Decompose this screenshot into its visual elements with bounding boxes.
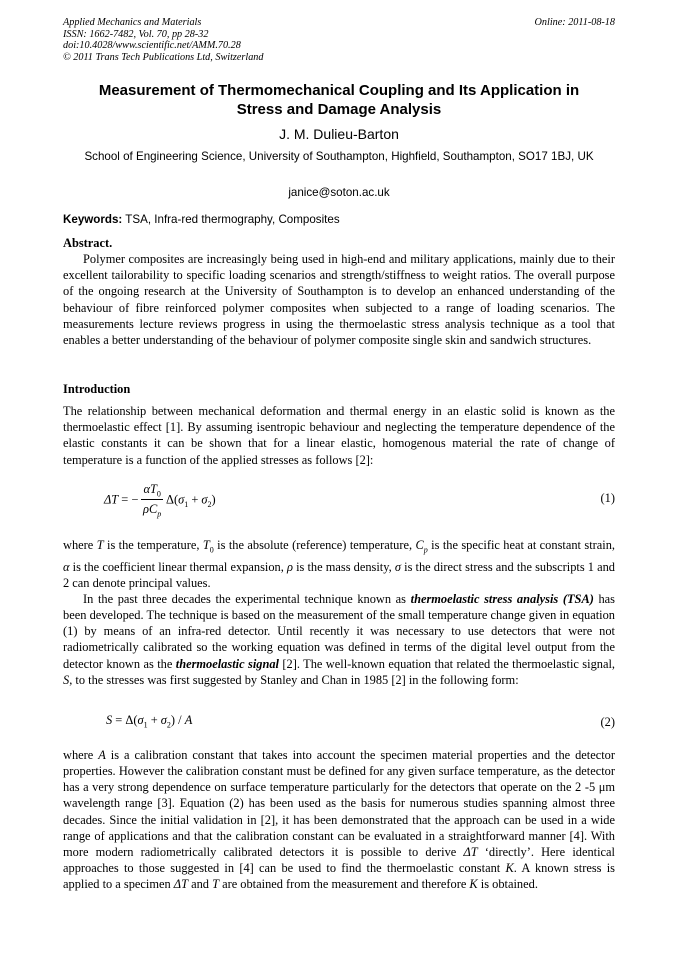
sym-k-2: K [469,877,478,892]
p3-text-d: , to the stresses was first suggested by Stanley and Chan in 1985 [2] in the following form: [69,672,519,687]
eq1-sigma-1: σ [178,492,185,507]
p2-text-a: where [63,538,97,552]
intro-paragraph-1: The relationship between mechanical deformation and thermal energy in an elastic solid is known as the thermoelastic effect [1]. By assuming isentropic behaviour and neglecting the temperature dependence of the elastic constants it can be shown that for a linear elastic, homogenous material the rate of change of temperature is a function of the applied stresses as follows [2]: [63,404,615,467]
p2-text-b: is the temperature, [103,538,203,552]
eq1-c: C [149,502,158,517]
eq1-rho: ρ [143,502,149,517]
sym-t: T [96,538,104,552]
abstract-section [63,235,615,348]
p2-text-c: is the absolute (reference) temperature, [213,538,416,552]
p4-text-g: is obtained. [477,877,538,892]
title-line-1: Measurement of Thermomechanical Coupling and Its Application in [98,82,580,99]
thermoelastic-signal-term: thermoelastic signal [175,656,279,671]
sym-rho: ρ [286,559,293,574]
eq1-sub-p: p [157,509,162,519]
p2-text-f: is the mass density, [292,559,395,574]
author-email[interactable]: janice@soton.ac.uk [288,186,390,199]
eq2-sigma-1: σ [137,713,144,727]
introduction-heading: Introduction [63,382,131,396]
abstract-text: Polymer composites are increasingly being used in high-end and military applications, mainly due to their excellent tailorability to specific loading scenarios and strength/stiffness to weight ratios. The overall purpose of the ongoing research at the University of Southampton is to develop an enhanced understanding of the behaviour of fibre reinforced polymer composites when subjected to a range of loading scenarios. The measurements lecture reviews progress in using the thermoelastic stress analysis technique as a tool that enables a better understanding of the behaviour of polymer composite single skin and sandwich structures. [63,252,615,347]
eq1-delta-t: ΔT [104,492,119,507]
eq2-s: S [106,713,113,727]
equation-2-number: (2) [600,715,615,729]
journal-name: Applied Mechanics and Materials [63,17,202,28]
sym-t0: T [202,538,210,552]
sym-k-1: K [505,861,514,876]
sym-sub-0: 0 [209,545,214,555]
doi-line[interactable]: doi:10.4028/www.scientific.net/AMM.70.28 [63,40,241,52]
paragraph-4 [63,747,615,892]
author-name: J. M. Dulieu-Barton [279,126,399,142]
equation-1-number: (1) [600,491,615,505]
affiliation: School of Engineering Science, University of Southampton, Highfield, Southampton, SO17 1BJ, UK [84,150,594,163]
keywords-label: Keywords: [63,213,123,226]
p4-text-b: is a calibration constant that takes into account the specimen material properties and the detector properties. However the calibration constant must be defined for any given surface temperature, as the detector has a very strong dependence on surface temperature particularly for the detectors that operate on the 2 -5 μm wavelength range [3]. Equation (2) has been used as the basis for numerous studies spanning almost three decades. Since the initial validation in [2], it has been demonstrated that the approach can be used in a wide range of applications and that the calibration constant can be evaluated in a straightforward manner [4]. With more modern radiometrically calibrated detectors it is possible to derive [63,748,615,859]
journal-header [63,17,263,63]
copyright-line: © 2011 Trans Tech Publications Ltd, Switzerland [63,51,264,63]
sym-sub-p: p [423,545,428,555]
sym-delta-t-1: ΔT [463,844,478,859]
p4-text-e: and [187,877,213,892]
p3-text-c: [2]. The well-known equation that related the thermoelastic signal, [278,656,615,671]
p3-text-b: has been developed. The technique is based on the measurement of the small temperature change given in equation (1) by means of an infra-red detector. Until recently it was necessary to use detectors that were not radiometrically calibrated so the working equation was defined in terms of the digital level output from the detector known as the [63,591,615,671]
eq1-alpha: α [143,482,150,496]
sym-t-2: T [212,877,219,892]
sym-c: C [415,538,424,552]
eq2-sigma-2: σ [160,713,167,727]
sym-sigma: σ [394,559,401,574]
p2-text-g: is the direct stress and the subscripts 1 and 2 can denote principal values. [63,559,616,590]
eq1-sub-0: 0 [156,489,161,499]
keywords-line [63,213,615,227]
sym-a: A [98,748,106,762]
introduction-section [63,381,615,468]
sym-delta-t-2: ΔT [173,877,188,892]
paper-title [63,81,615,119]
online-date: Online: 2011-08-18 [534,17,615,28]
eq1-sigma-2: σ [201,492,208,507]
equation-2: $S = \Delta(\sigma_1 + \sigma_2) / A$ [106,713,193,730]
sym-s: S [63,672,70,687]
eq1-t: T [149,482,157,496]
abstract-heading: Abstract. [63,236,113,250]
eq2-a: A [184,713,193,727]
sym-alpha: α [63,559,70,574]
equation-1: ΔT = − $\frac{\alpha T_0}{\rho C_p}$ $\Delta(\sigma_1 + \sigma_2)$ [104,482,216,519]
eq1-fraction [141,482,162,519]
p4-text-f: are obtained from the measurement and therefore [218,877,470,892]
p4-text-c: ‘directly’. Here identical approaches to those suggested in [4] can be used to find the thermoelastic constant [63,844,615,876]
paragraph-3 [63,591,615,688]
p2-text-e: is the coefficient linear thermal expansion, [69,559,287,574]
title-line-2: Stress and Damage Analysis [236,101,442,118]
p4-text-a: where [63,748,99,762]
p4-text-d: . A known stress is applied to a specimen [63,861,615,892]
p2-text-d: is the specific heat at constant strain, [427,538,615,552]
issn-line: ISSN: 1662-7482, Vol. 70, pp 28-32 [63,28,209,40]
tsa-term: thermoelastic stress analysis (TSA) [410,591,594,606]
p3-text-a: In the past three decades the experimental technique known as [83,591,411,606]
keywords-text: TSA, Infra-red thermography, Composites [125,213,340,226]
paragraph-2 [63,537,615,688]
